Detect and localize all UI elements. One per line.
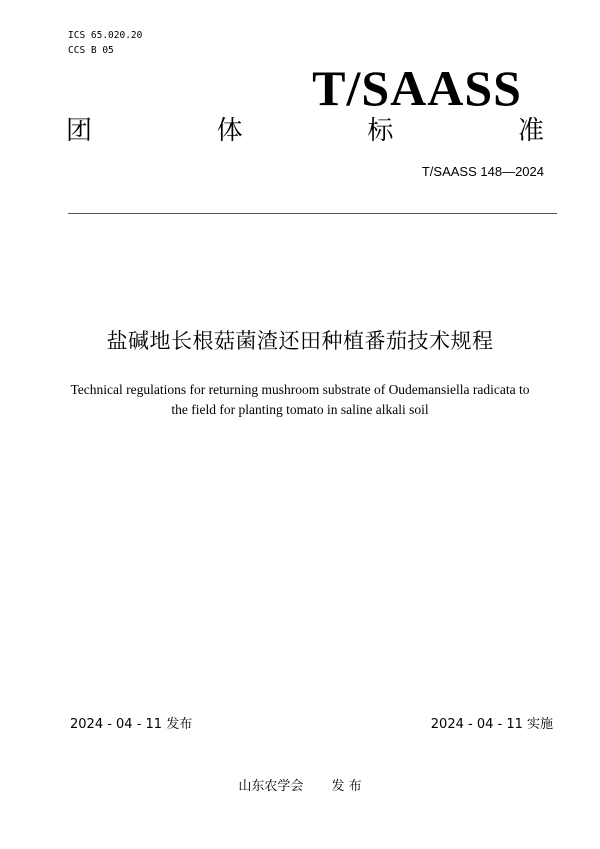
standard-type-char: 团 [66,116,93,146]
publisher-line [0,778,600,796]
standard-number: T/SAASS 148—2024 [421,164,544,179]
standard-type-char: 体 [216,116,243,146]
ccs-code: CCS B 05 [68,45,114,56]
publish-action: 发 布 [331,779,362,794]
standard-type-char: 准 [517,116,544,146]
title-english-line: Technical regulations for returning mushroom substrate of Oudemansiella radicata to [70,382,530,397]
document-title-chinese: 盐碱地长根菇菌渣还田种植番茄技术规程 [106,329,494,353]
implementation-date: 2024 - 04 - 11 实施 [430,717,553,732]
standard-type [66,114,544,148]
classification-codes [68,28,142,58]
publisher-name: 山东农学会 [238,779,304,794]
ics-code: ICS 65.020.20 [68,30,143,41]
header-divider [68,213,557,214]
title-english-line: the field for planting tomato in saline alkali soil [171,402,429,417]
standard-type-char: 标 [367,116,394,146]
document-title-english [40,380,560,420]
standard-logo: T/SAASS [312,60,522,116]
issue-date: 2024 - 04 - 11 发布 [70,717,193,732]
